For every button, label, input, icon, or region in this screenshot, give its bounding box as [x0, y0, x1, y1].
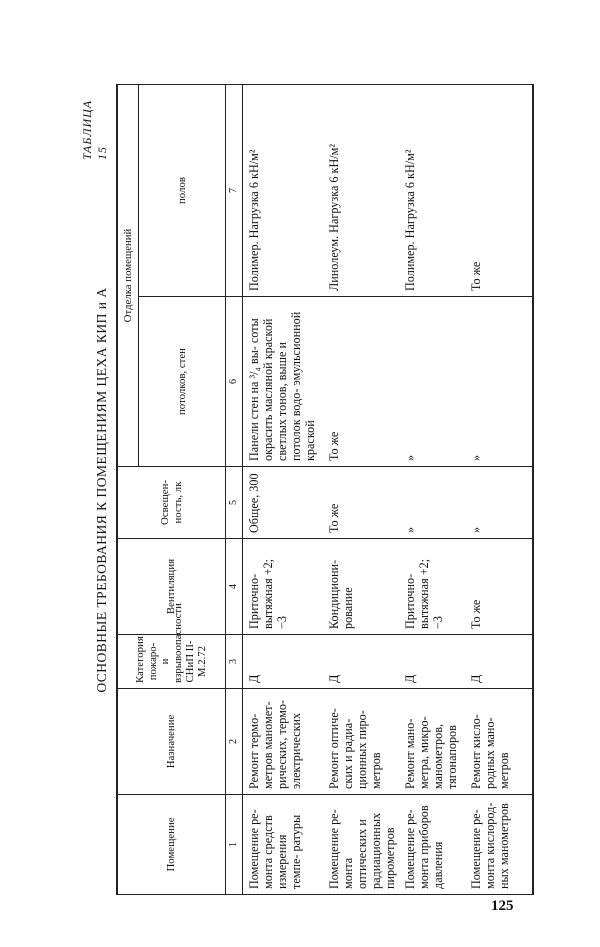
cell-room: Помещение ре- монта оптических и радиационных пирометров [324, 795, 400, 895]
header-ceilings-walls: потолков, стен [139, 297, 226, 467]
cell-purpose: Ремонт мано- метра, микро- манометров, тягонапоров [400, 689, 466, 795]
table-label: ТАБЛИЦА 15 [80, 99, 109, 160]
column-number: 4 [226, 539, 243, 635]
cell-walls: То же [324, 297, 400, 467]
column-number: 5 [226, 467, 243, 539]
cell-purpose: Ремонт оптиче- ских и радиа- ционных пиро- метров [324, 689, 400, 795]
header-lighting: Освещен- ность, лк [117, 467, 226, 539]
page-number: 125 [491, 898, 514, 914]
column-number: 7 [226, 85, 243, 297]
cell-category: Д [400, 635, 466, 689]
cell-lighting: То же [324, 467, 400, 539]
cell-lighting: » [400, 467, 466, 539]
cell-ventilation: Кондициони- рование [324, 539, 400, 635]
cell-category: Д [243, 635, 325, 689]
column-number: 2 [226, 689, 243, 795]
header-finishing: Отделка помещений [117, 85, 139, 467]
cell-category: Д [466, 635, 533, 689]
header-floors: полов [139, 85, 226, 297]
cell-lighting: » [466, 467, 533, 539]
header-purpose: Назначение [117, 689, 226, 795]
table-row [324, 85, 400, 895]
cell-walls: » [400, 297, 466, 467]
cell-room: Помещение ре- монта средств измерения темпе- ратуры [243, 795, 325, 895]
cell-floors: Полимер. Нагрузка 6 кН/м² [400, 85, 466, 297]
cell-purpose: Ремонт термо- метров маномет- рических, термо- электрических [243, 689, 325, 795]
table-row [400, 85, 466, 895]
column-number-row [226, 85, 243, 895]
header-category: Категория пожаро- и взрывоопасности СНиП II-М.2.72 [117, 635, 226, 689]
cell-purpose: Ремонт кисло- родных мано- метров [466, 689, 533, 795]
cell-ventilation: Приточно- вытяжная +2; −3 [400, 539, 466, 635]
table-row [466, 85, 533, 895]
cell-ventilation: Приточно- вытяжная +2; −3 [243, 539, 325, 635]
cell-category: Д [324, 635, 400, 689]
table-header [117, 85, 243, 895]
cell-lighting: Общее, 300 [243, 467, 325, 539]
table-title: ОСНОВНЫЕ ТРЕБОВАНИЯ К ПОМЕЩЕНИЯМ ЦЕХА КИП и А [94, 287, 109, 693]
header-ventilation: Вентиляция [117, 539, 226, 635]
table-row [243, 85, 325, 895]
rotated-table-block [78, 85, 578, 895]
requirements-table [116, 84, 534, 895]
cell-room: Помещение ре- монта кислород- ных манометров [466, 795, 533, 895]
cell-floors: Полимер. Нагрузка 6 кН/м² [243, 85, 325, 297]
column-number: 6 [226, 297, 243, 467]
cell-floors: Линолеум. Нагрузка 6 кН/м² [324, 85, 400, 297]
column-number: 1 [226, 795, 243, 895]
cell-ventilation: То же [466, 539, 533, 635]
cell-walls: Панели стен на ³/₄ вы- соты окрасить масляной краской светлых тонов, выше и потолок водо- эмульсионной краской [243, 297, 325, 467]
cell-room: Помещение ре- монта приборов давления [400, 795, 466, 895]
column-number: 3 [226, 635, 243, 689]
cell-walls: » [466, 297, 533, 467]
header-room: Помещение [117, 795, 226, 895]
cell-floors: То же [466, 85, 533, 297]
